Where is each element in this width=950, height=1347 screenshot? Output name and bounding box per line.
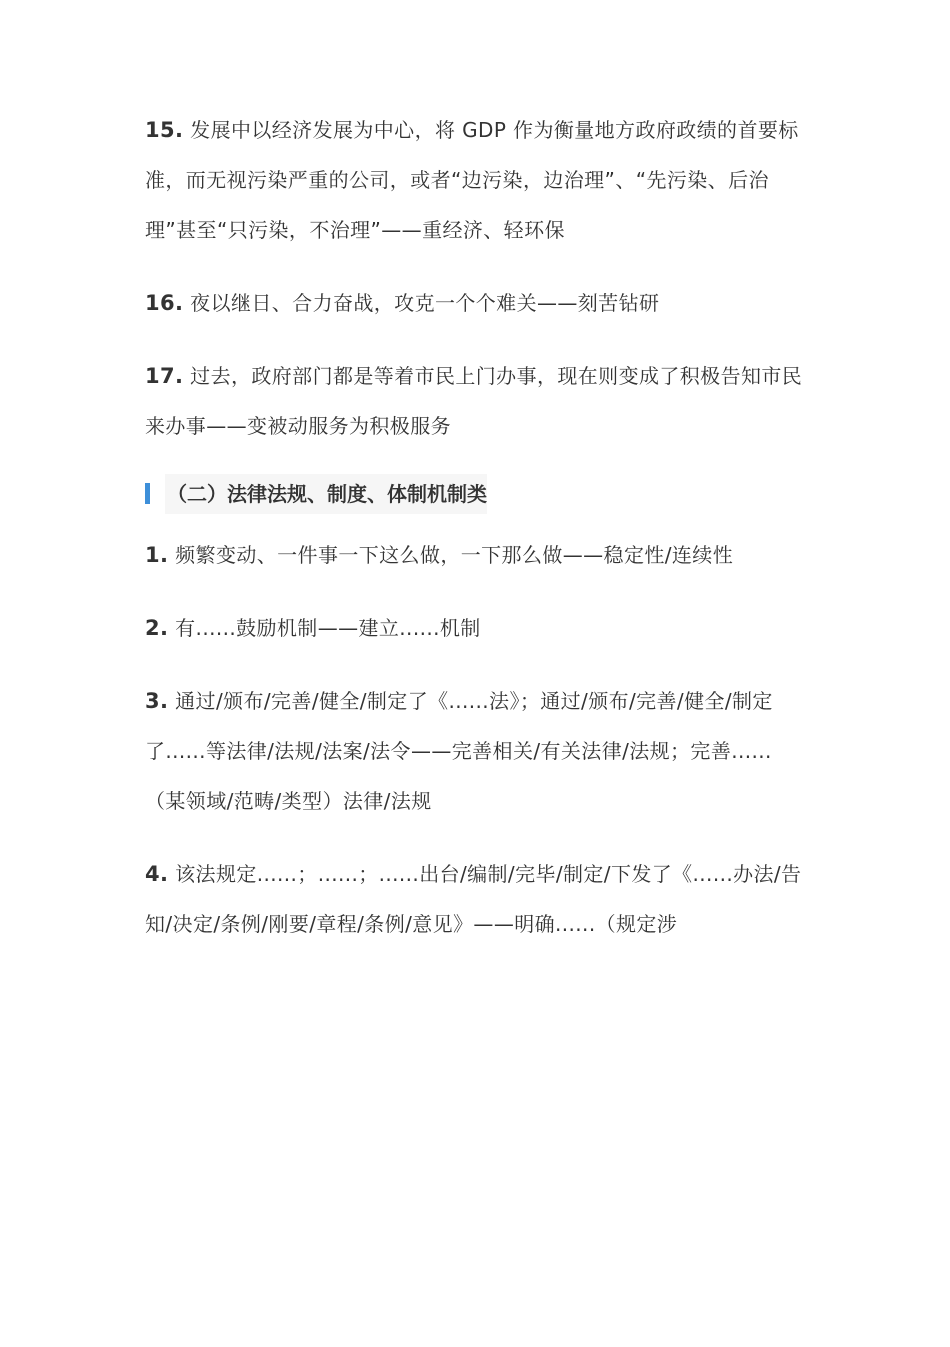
item-number: 17.: [145, 364, 184, 388]
item-number: 4.: [145, 862, 169, 886]
item-text: 频繁变动、一件事一下这么做，一下那么做——稳定性/连续性: [175, 543, 734, 567]
section-heading: [145, 474, 810, 514]
list-item-3: [145, 676, 810, 826]
item-number: 15.: [145, 118, 184, 142]
list-item-15: [145, 105, 810, 255]
item-number: 3.: [145, 689, 169, 713]
item-text: 通过/颁布/完善/健全/制定了《......法》；通过/颁布/完善/健全/制定了......等法律/法规/法案/法令——完善相关/有关法律/法规；完善......（某领域/范畴/类型）法律/法规: [145, 689, 773, 813]
item-text: 发展中以经济发展为中心，将 GDP 作为衡量地方政府政绩的首要标准，而无视污染严重的公司，或者“边污染，边治理”、“先污染、后治理”甚至“只污染，不治理”——重经济、轻环保: [145, 118, 799, 242]
list-item-17: [145, 351, 810, 451]
list-item-4: [145, 849, 810, 949]
item-number: 2.: [145, 616, 169, 640]
item-text: 有......鼓励机制——建立......机制: [175, 616, 481, 640]
list-item-1: [145, 530, 810, 580]
item-number: 16.: [145, 291, 184, 315]
item-text: 夜以继日、合力奋战，攻克一个个难关——刻苦钻研: [190, 291, 660, 315]
heading-accent-bar: [145, 483, 150, 504]
list-item-16: [145, 278, 810, 328]
item-text: 过去，政府部门都是等着市民上门办事，现在则变成了积极告知市民来办事——变被动服务为积极服务: [145, 364, 803, 438]
document-content: [145, 105, 810, 949]
list-item-2: [145, 603, 810, 653]
item-number: 1.: [145, 543, 169, 567]
item-text: 该法规定......；......；......出台/编制/完毕/制定/下发了《......办法/告知/决定/条例/刚要/章程/条例/意见》——明确......（规定涉: [145, 862, 802, 936]
section-title: （二）法律法规、制度、体制机制类: [165, 474, 487, 514]
